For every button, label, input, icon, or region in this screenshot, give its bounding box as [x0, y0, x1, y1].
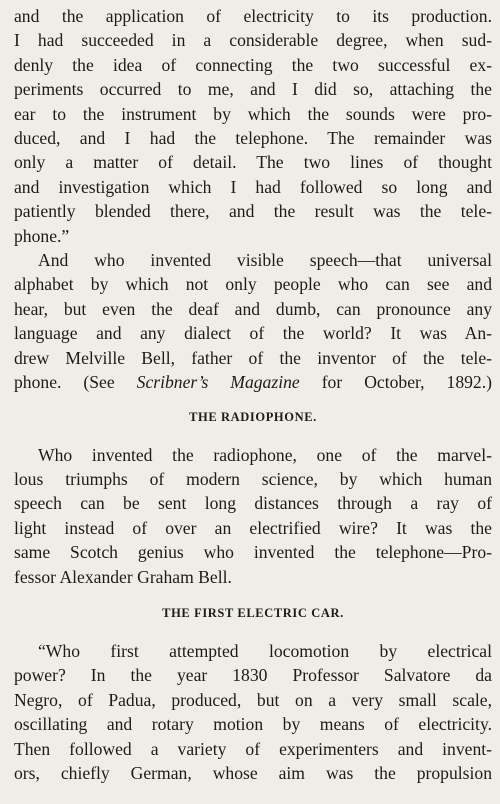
text-line: and investigation which I had followed so long and: [14, 176, 492, 197]
text-line: Negro, of Padua, produced, but on a very small scale,: [14, 689, 492, 710]
text-segment: for October, 1892.): [299, 372, 492, 393]
magazine-title: Scribner’s Magazine: [136, 372, 300, 393]
text-line: oscillating and rotary motion by means of electricity.: [14, 714, 492, 735]
section-heading-electric-car: THE FIRST ELECTRIC CAR.: [162, 605, 344, 620]
text-line: alphabet by which not only people who can see and: [14, 274, 492, 295]
section-heading-radiophone: THE RADIOPHONE.: [189, 409, 317, 424]
text-line: ear to the instrument by which the sounds were pro-: [14, 103, 492, 124]
text-line: light instead of over an electrified wire? It was the: [14, 517, 492, 538]
text-line: and the application of electricity to its production.: [14, 6, 492, 26]
text-line: “Who first attempted locomotion by electrical: [38, 640, 492, 661]
text-segment: phone. (See: [14, 372, 137, 393]
text-line: speech can be sent long distances through a ray of: [14, 493, 492, 514]
text-line: Who invented the radiophone, one of the marvel-: [38, 444, 492, 465]
text-line: same Scotch genius who invented the telephone—Pro-: [14, 542, 492, 563]
paragraph-visible-speech: [14, 248, 492, 394]
text-line: [14, 370, 492, 394]
text-line: periments occurred to me, and I did so, attaching the: [14, 79, 492, 100]
text-line: power? In the year 1830 Professor Salvatore da: [14, 665, 492, 686]
text-line: fessor Alexander Graham Bell.: [14, 566, 232, 587]
text-line: patiently blended there, and the result was the tele-: [14, 201, 492, 222]
text-line: language and any dialect of the world? It was An-: [14, 323, 492, 344]
paragraph-radiophone: [14, 443, 492, 589]
text-line: Then followed a variety of experimenters and invent-: [14, 738, 492, 759]
text-line: And who invented visible speech—that universal: [38, 250, 492, 271]
paragraph-telephone-quote: [14, 4, 492, 248]
text-line: duced, and I had the telephone. The remainder was: [14, 128, 492, 149]
text-line: phone.”: [14, 225, 70, 246]
text-line: hear, but even the deaf and dumb, can pronounce any: [14, 298, 492, 319]
text-line: only a matter of detail. The two lines of thought: [14, 152, 492, 173]
text-line: ors, chiefly German, whose aim was the propulsion: [14, 762, 492, 783]
text-line: lous triumphs of modern science, by which human: [14, 468, 492, 489]
paragraph-electric-car: [14, 639, 492, 785]
text-line: drew Melville Bell, father of the inventor of the tele-: [14, 347, 492, 368]
text-line: I had succeeded in a considerable degree, when sud-: [14, 30, 492, 51]
text-line: denly the idea of connecting the two successful ex-: [14, 54, 492, 75]
